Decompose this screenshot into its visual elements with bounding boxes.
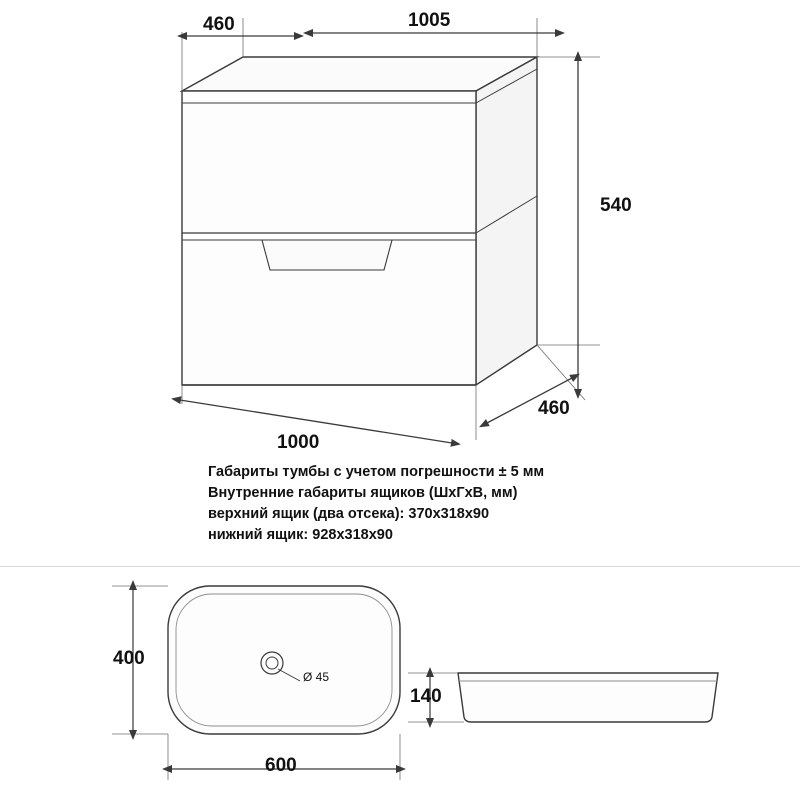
basin-top-view xyxy=(112,586,400,780)
spec-line-3: верхний ящик (два отсека): 370х318х90 xyxy=(208,506,490,522)
label-bottom-width: 1000 xyxy=(277,432,320,453)
cabinet-front-face xyxy=(182,91,476,385)
label-top-width: 1005 xyxy=(408,10,451,31)
label-drain-diameter: Ø 45 xyxy=(303,670,330,684)
spec-text-block xyxy=(208,462,628,546)
label-basin-width: 600 xyxy=(265,755,297,776)
basin-side-outline xyxy=(458,673,718,722)
cabinet-drawing xyxy=(180,18,600,443)
spec-line-2: Внутренние габариты ящиков (ШхГхВ, мм) xyxy=(208,485,518,501)
spec-line-4: нижний ящик: 928х318х90 xyxy=(208,527,393,543)
spec-line-1: Габариты тумбы с учетом погрешности ± 5 мм xyxy=(208,464,545,480)
label-bottom-depth: 460 xyxy=(538,398,570,419)
label-side-height: 140 xyxy=(410,686,442,707)
section-divider xyxy=(0,566,800,567)
label-basin-depth: 400 xyxy=(113,648,145,669)
cabinet-right-side xyxy=(476,57,537,385)
drawer-handle xyxy=(262,240,392,270)
basin-side-view xyxy=(408,673,718,722)
basin-outer-outline xyxy=(168,586,400,734)
label-height: 540 xyxy=(600,195,632,216)
label-top-depth: 460 xyxy=(203,14,235,35)
